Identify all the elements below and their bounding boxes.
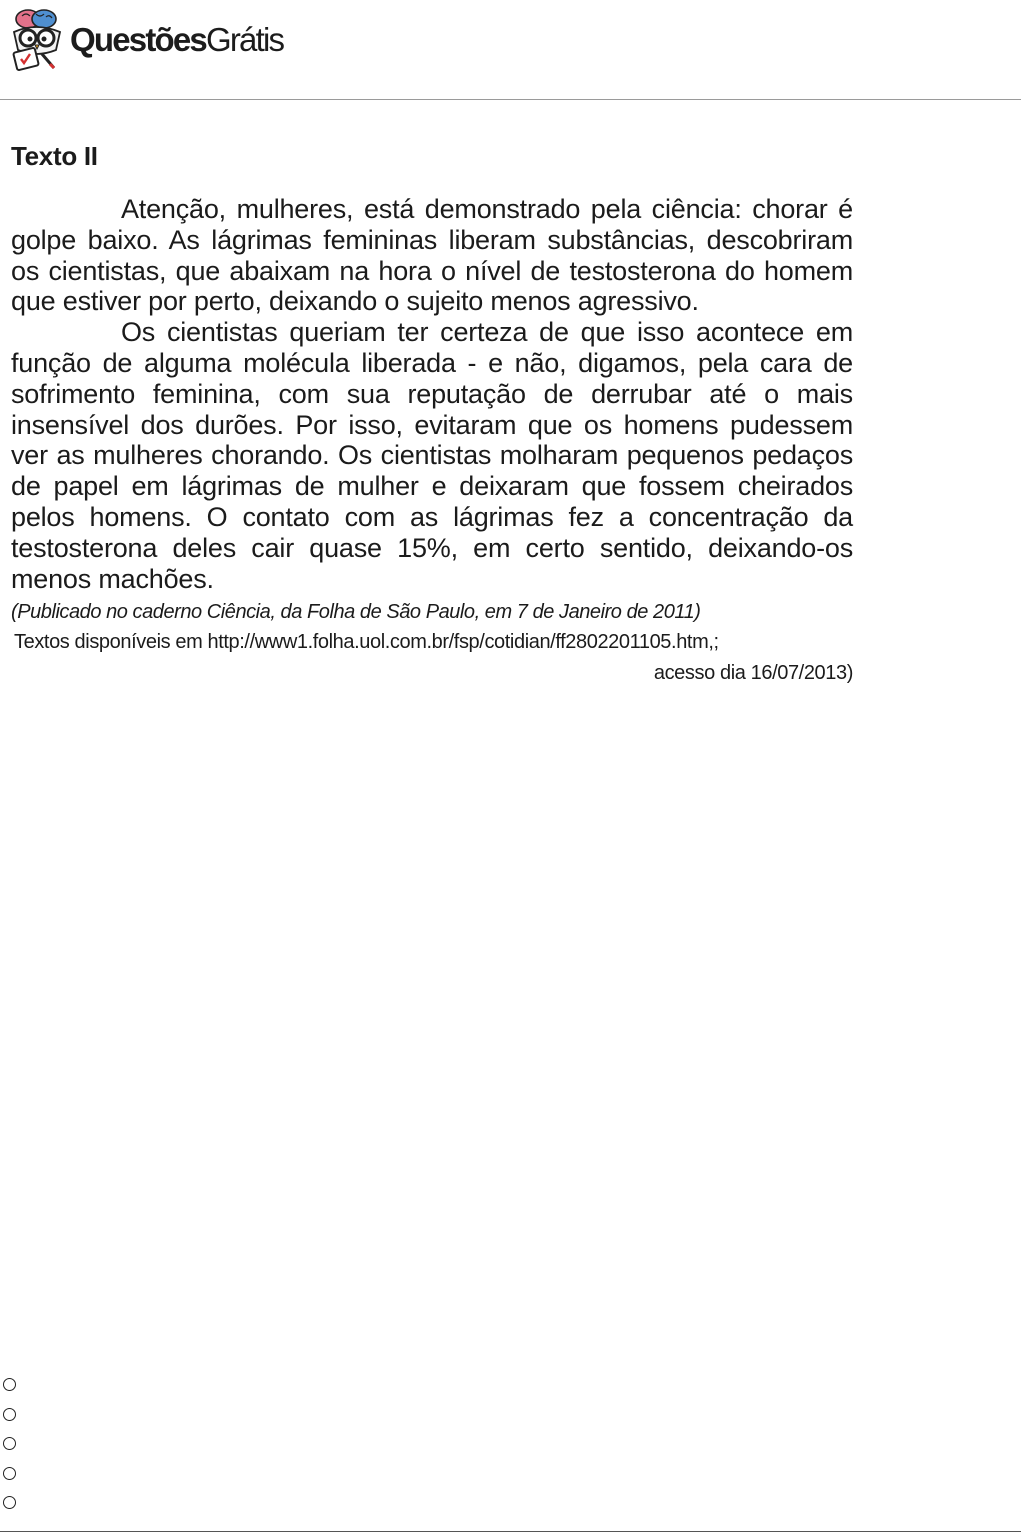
answer-options: [3, 1378, 16, 1526]
radio-circle-icon[interactable]: [3, 1408, 16, 1421]
passage-citation: (Publicado no caderno Ciência, da Folha de São Paulo, em 7 de Janeiro de 2011): [11, 601, 701, 624]
passage-access-date: acesso dia 16/07/2013): [653, 662, 853, 685]
site-logo[interactable]: [6, 4, 306, 74]
owl-mascot-icon: [6, 6, 68, 72]
radio-circle-icon[interactable]: [3, 1496, 16, 1509]
logo-wordmark: QuestõesGrátis: [70, 21, 284, 58]
passage-title: Texto II: [11, 141, 98, 171]
footer-divider: [0, 1531, 1021, 1532]
header-divider: [0, 99, 1021, 100]
passage-source: Textos disponíveis em http://www1.folha.uol.com.br/fsp/cotidian/ff2802201105.htm,;: [14, 631, 719, 654]
passage-paragraph-2: Os cientistas queriam ter certeza de que isso acontece em função de alguma molécula liberada - e não, digamos, pela cara de sofrimento feminina, com sua reputação de derrubar até o mais insensível dos durões. Por isso, evitaram que os homens pudessem ver as mulheres chorando. Os cientistas molharam pequenos pedaços de papel em lágrimas de mulher e deixaram que fossem cheirados pelos homens. O contato com as lágrimas fez a concentração da testosterona deles cair quase 15%, em certo sentido, deixando-os menos machões.: [11, 317, 853, 594]
radio-circle-icon[interactable]: [3, 1467, 16, 1480]
page-header: [0, 0, 1021, 100]
passage-paragraph-1: Atenção, mulheres, está demonstrado pela ciência: chorar é golpe baixo. As lágrimas femininas liberam substâncias, descobriram os cientistas, que abaixam na hora o nível de testosterona do homem que estiver por perto, deixando o sujeito menos agressivo.: [11, 194, 853, 317]
radio-circle-icon[interactable]: [3, 1437, 16, 1450]
radio-circle-icon[interactable]: [3, 1378, 16, 1391]
question-passage: [11, 138, 853, 689]
